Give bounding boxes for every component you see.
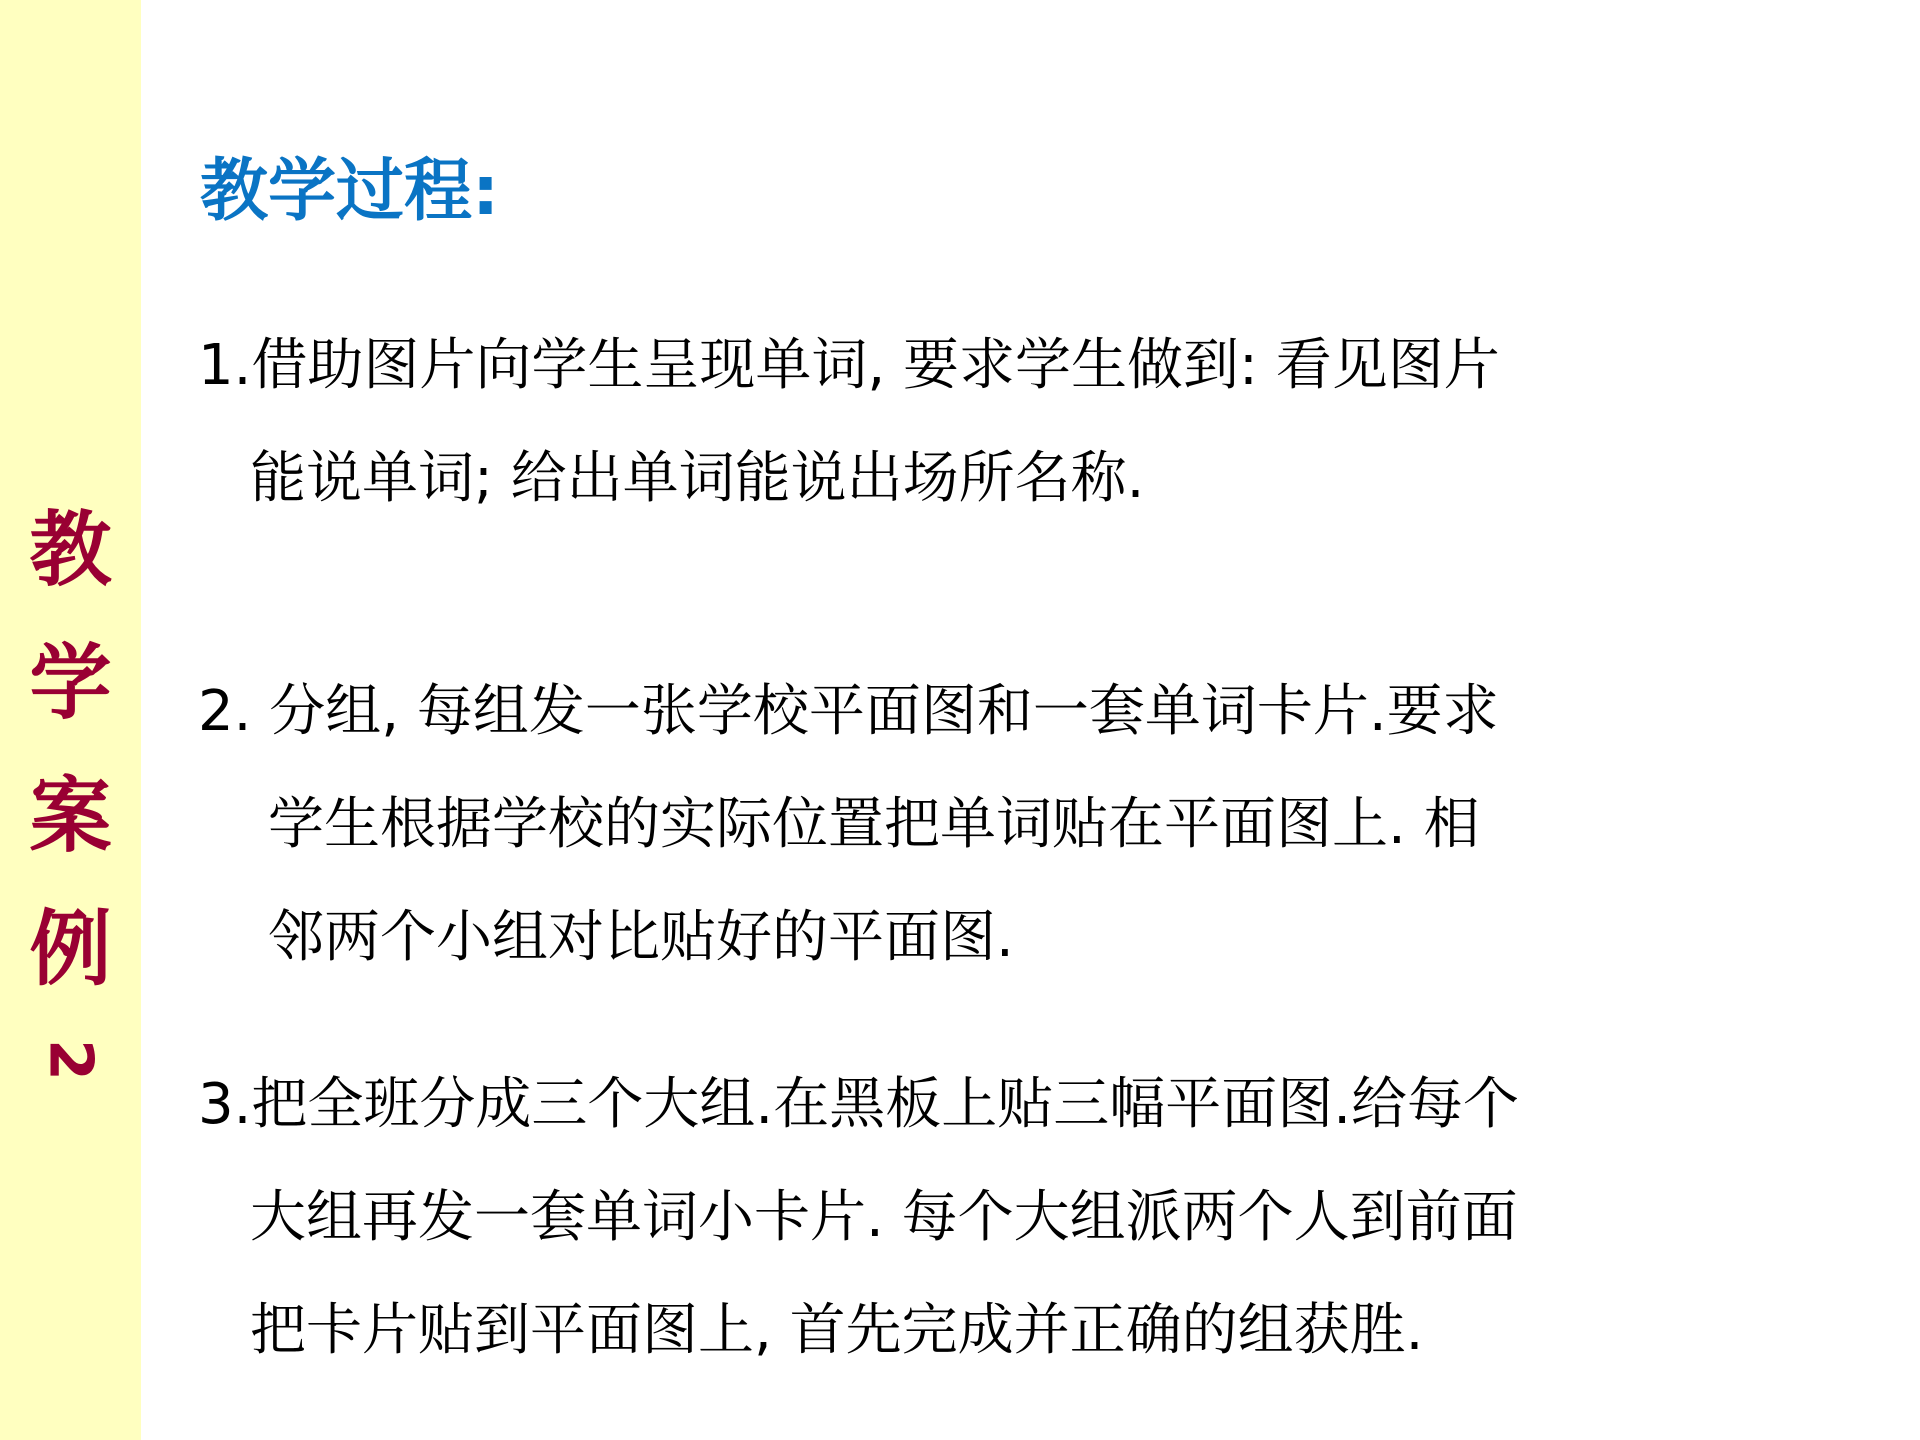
sidebar-panel <box>0 0 141 1440</box>
item-2-line-1: 2. 分组, 每组发一张学校平面图和一套单词卡片.要求 <box>198 679 1499 744</box>
item-3-line-1: 3.把全班分成三个大组.在黑板上贴三幅平面图.给每个 <box>198 1072 1520 1137</box>
sidebar-char: 学 <box>29 636 112 731</box>
item-2-line-3: 邻两个小组对比贴好的平面图. <box>268 905 1014 970</box>
page-title: 教学过程: <box>200 152 500 231</box>
item-2-line-2: 学生根据学校的实际位置把单词贴在平面图上. 相 <box>268 792 1480 857</box>
sidebar-char: 教 <box>29 503 112 598</box>
sidebar-number-text: 2 <box>35 1039 106 1081</box>
item-1-line-2: 能说单词; 给出单词能说出场所名称. <box>250 446 1145 511</box>
item-1-line-1: 1.借助图片向学生呈现单词, 要求学生做到: 看见图片 <box>198 333 1500 398</box>
sidebar-char: 案 <box>29 769 112 864</box>
sidebar-char: 例 <box>29 902 112 997</box>
item-3-line-2: 大组再发一套单词小卡片. 每个大组派两个人到前面 <box>250 1185 1518 1250</box>
sidebar-number <box>0 1030 141 1090</box>
item-3-line-3: 把卡片贴到平面图上, 首先完成并正确的组获胜. <box>250 1298 1424 1363</box>
